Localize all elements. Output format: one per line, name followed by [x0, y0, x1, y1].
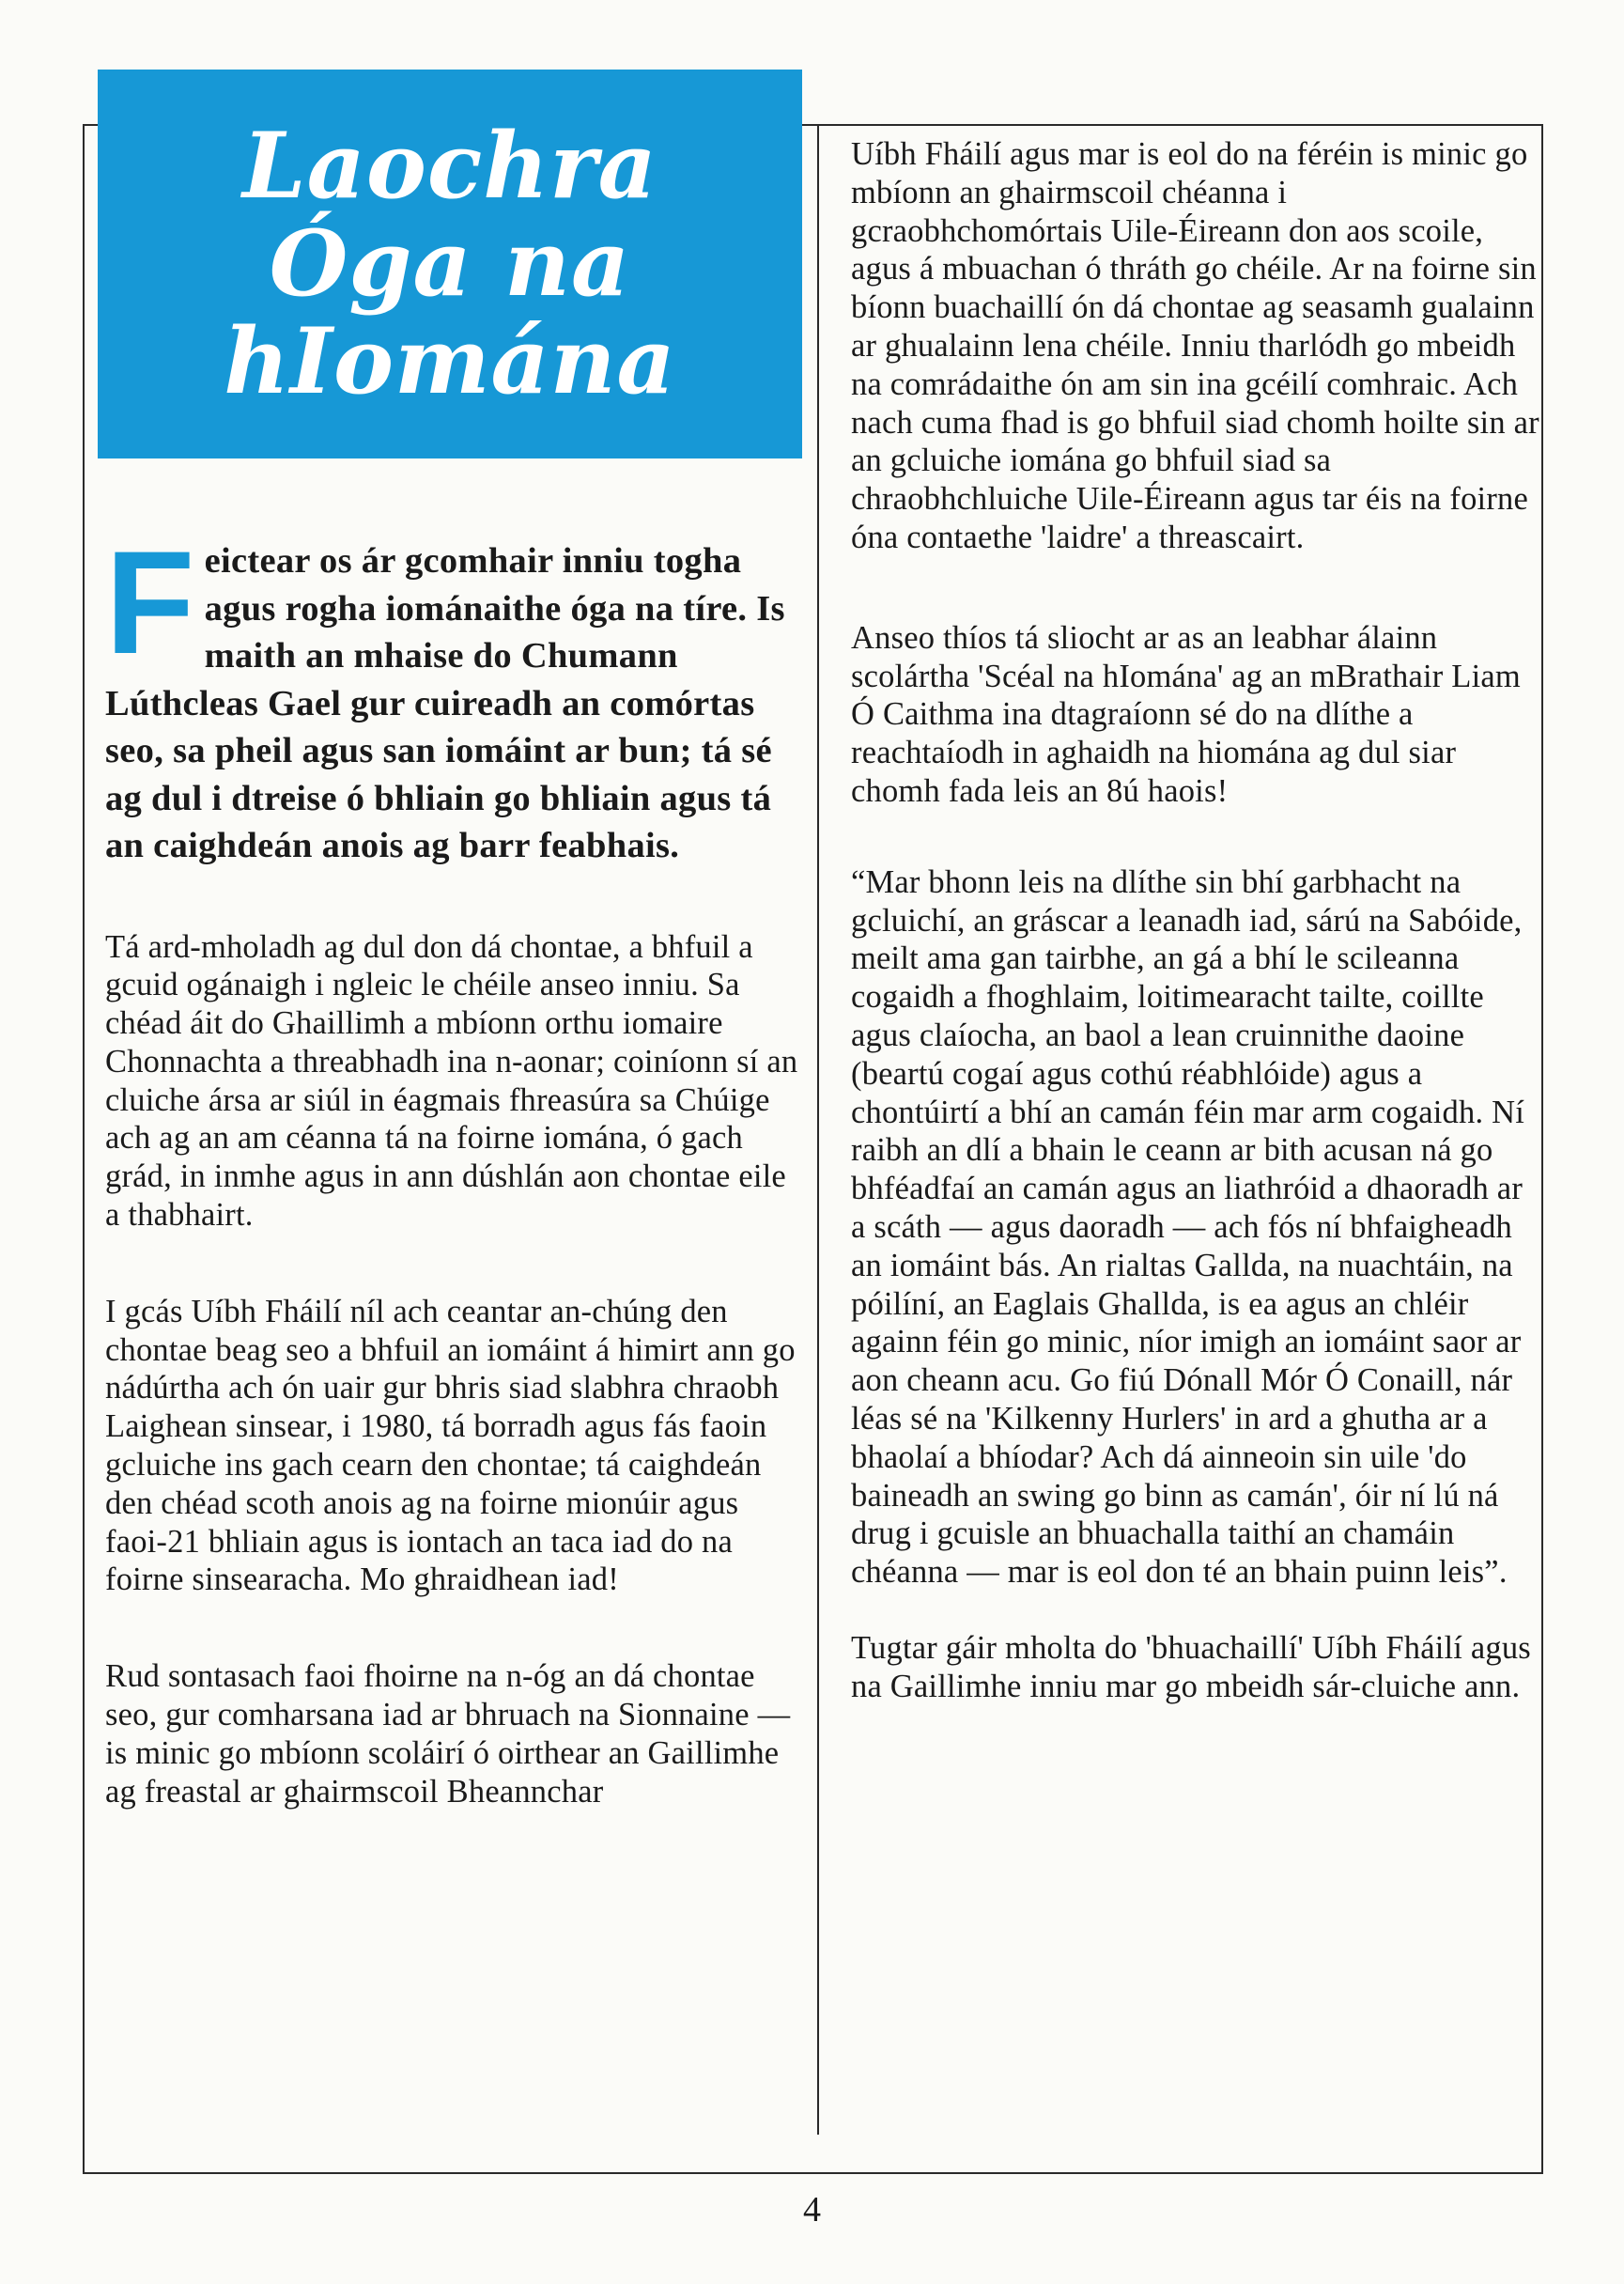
page-number: 4 [803, 2190, 821, 2230]
right-column [851, 135, 1544, 1705]
column-divider [817, 124, 819, 2135]
drop-cap: F [105, 521, 195, 685]
lead-text: eictear os ár gcomhair inniu togha agus rogha iománaithe óga na tíre. Is maith an mhaise do Chumann Lúthcleas Gael gur cuireadh an comórtas seo, sa pheil agus san iomáint ar bun; tá sé ag dul i dtreise ó bhliain go bhliain agus tá an caighdeán anois ag barr feabhais. [105, 541, 785, 865]
left-paragraph-2: I gcás Uíbh Fháilí níl ach ceantar an-chúng den chontae beag seo a bhfuil an iomáint á himirt ann go nádúrtha ach ón uair gur bhris siad slabhra chraobh Laighean sinsear, i 1980, tá borradh agus fás faoin gcluiche ins gach cearn den chontae; tá caighdeán den chéad scoth anois ag na foirne mionúir agus faoi-21 bhliain agus is iontach an taca iad do na foirne sinsearacha. Mo ghraidhean iad! [105, 1293, 796, 1598]
article-title [224, 113, 676, 414]
title-line-3: hIomána [224, 308, 676, 414]
title-line-2: Óga na [269, 210, 631, 317]
right-paragraph-3-quote: “Mar bhonn leis na dlíthe sin bhí garbhacht na gcluichí, an gráscar a leanadh iad, sárú na Sabóide, meilt ama gan tairbhe, an gá a bhí le scileanna cogaidh a fhoghlaim, loitimearacht tailte, coillte agus claíocha, an baol a lean cruinnithe daoine (beartú cogaí agus cothú réabhlóide) agus a chontúirtí a bhí an camán féin mar arm cogaidh. Ní raibh an dlí a bhain le ceann ar bith acusan ná go bhféadfaí an camán agus an liathróid a dhaoradh ar a scáth — agus daoradh — ach fós ní bhfaigheadh an iomáint bás. An rialtas Gallda, na nuachtáin, na póilíní, an Eaglais Ghallda, is ea agus an chléir againn féin go minic, níor imigh an iomáint saor ar aon cheann acu. Go fiú Dónall Mór Ó Conaill, nár léas sé na 'Kilkenny Hurlers' in ard a ghutha ar a bhaolaí a bhíodar? Ach dá ainneoin sin uile 'do baineadh an swing go binn as camán', óir ní lú ná drug i gcuisle an bhuachalla taithí an chamáin chéanna — mar is eol don té an bhain puinn leis”. [851, 863, 1524, 1591]
right-paragraph-4: Tugtar gáir mholta do 'bhuachaillí' Uíbh Fháilí agus na Gaillimhe inniu mar go mbeidh sár-cluiche ann. [851, 1629, 1531, 1704]
right-paragraph-2: Anseo thíos tá sliocht ar as an leabhar álainn scolártha 'Scéal na hIomána' ag an mBrathair Liam Ó Caithma ina dtagraíonn sé do na dlíthe a reachtaíodh in aghaidh na hiomána ag dul siar chomh fada leis an 8ú haois! [851, 619, 1521, 809]
lead-paragraph [105, 521, 802, 870]
left-column [105, 521, 802, 1810]
title-line-1: Laochra [242, 113, 657, 219]
right-paragraph-1: Uíbh Fháilí agus mar is eol do na féréin is minic go mbíonn an ghairmscoil chéanna i gcraobhchomórtais Uile-Éireann don aos scoile, agus á mbuachan ó thráth go chéile. Ar na foirne sin bíonn buachaillí ón dá chontae ag seasamh gualainn ar ghualainn lena chéile. Inniu tharlódh go mbeidh na comrádaithe ón am sin ina gcéilí comhraic. Ach nach cuma fhad is go bhfuil siad chomh hoilte sin ar an gcluiche iomána go bhfuil siad sa chraobhchluiche Uile-Éireann agus tar éis na foirne óna contaethe 'laidre' a threascairt. [851, 136, 1539, 555]
left-paragraph-3: Rud sontasach faoi fhoirne na n-óg an dá chontae seo, gur comharsana iad ar bhruach na Sionnaine — is minic go mbíonn scoláirí ó oirthear an Gaillimhe ag freastal ar ghairmscoil Bheannchar [105, 1658, 791, 1810]
title-banner [98, 70, 802, 458]
left-paragraph-1: Tá ard-mholadh ag dul don dá chontae, a bhfuil a gcuid ogánaigh i ngleic le chéile anseo inniu. Sa chéad áit do Ghaillimh a mbíonn orthu iomaire Chonnachta a threabhadh ina n-aonar; coiníonn sí an cluiche ársa ar siúl in éagmais fhreasúra sa Chúige ach ag an am céanna tá na foirne iomána, ó gach grád, in inmhe agus in ann dúshlán aon chontae eile a thabhairt. [105, 928, 798, 1234]
